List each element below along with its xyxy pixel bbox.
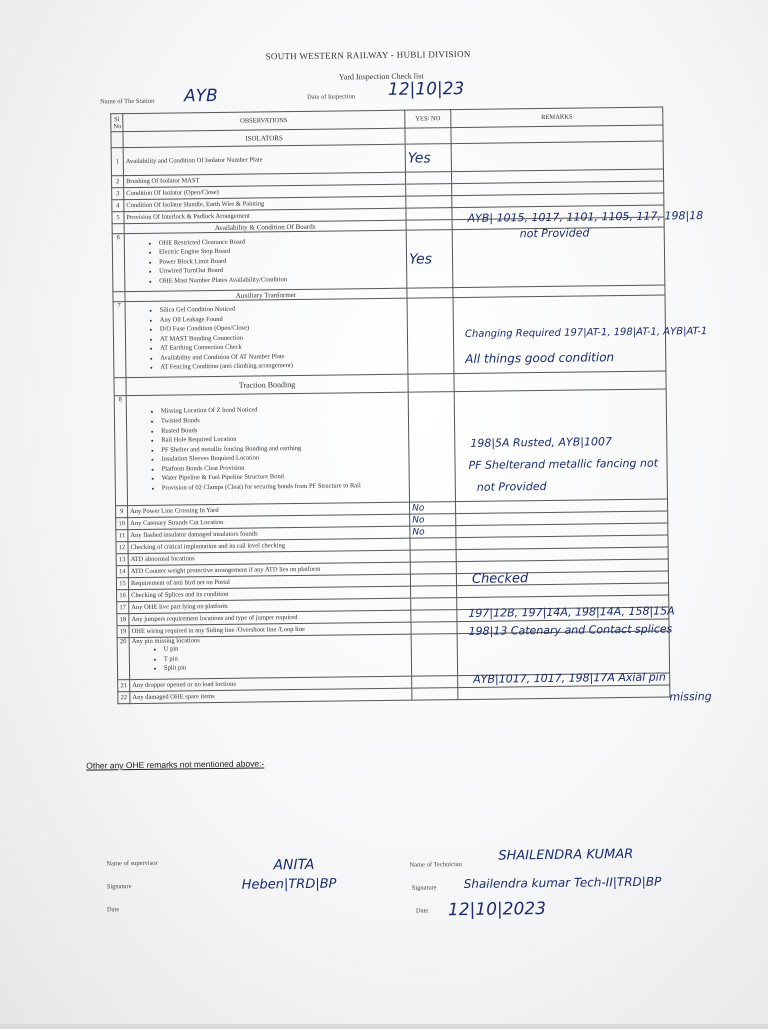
date-label: Date of Inspection [307, 93, 356, 101]
technician-name: SHAILENDRA KUMAR [498, 846, 634, 864]
col-sl: Sl No [111, 114, 123, 132]
answer-yes: Yes [408, 250, 433, 268]
station-label: Name of The Station [100, 97, 155, 106]
technician-name-label: Name of Technician [409, 861, 462, 869]
answer-no: No [412, 502, 425, 514]
table-row: 18 Any jumpers requirement locations and type of jumper required [117, 607, 669, 626]
table-row: 1 Availability and Condition Of Isolator Number Plate Yes [111, 141, 663, 176]
table-row: 8 • Missing Location Of Z bond Noticed • Twisted Bonds • Rusted Bonds • Rail Hole Required Location • PF Shelter and metallic fencing Bonding and earthing • Insulation Sleeves Required Location • Platform Bonds Cleat Provision • Water Pipeline & Fuel Pipeline Structure Bond • Provision of 02 Clamps (Cleat) for securing bonds from PF Structure to Rail [114, 389, 667, 506]
technician-date-label: Date [415, 907, 429, 915]
table-row: 2 Brushing Of Isolator MAST [111, 169, 663, 188]
table-row: 6 • OHE Restricted Clearance Board • Electric Engine Stop Board • Power Block Limit Board • Unwired TurnOut Board • OHE Mast Number Plates Availability/Condition Yes [112, 227, 665, 292]
col-yes-no: YES/ NO [405, 110, 451, 129]
remark-row20-line1: AYB|1017, 1017, 198|17A Axial pin [473, 670, 666, 686]
table-row: 14 ATD Counter weight protective arrangement if any ATD lies on platform [116, 559, 668, 578]
table-row: 11 Any flashed insulator damaged insulators founds No [116, 523, 668, 542]
remark-row5-line1: AYB| 1015, 1017, 1101, 1105, 117, 198|18 [467, 209, 704, 225]
section-boards: Availability & Condition Of Boards [124, 220, 406, 233]
answer-no: No [412, 514, 425, 526]
org-heading: SOUTH WESTERN RAILWAY - HUBLI DIVISION [265, 48, 471, 62]
remark-row15: 197|12B, 197|14A, 198|14A, 158|15A [468, 604, 675, 620]
technician-date: 12|10|2023 [447, 899, 547, 921]
remark-row7-line1: Changing Required 197|AT-1, 198|AT-1, AYB|AT-1 [464, 325, 708, 340]
supervisor-name-label: Name of supervisor [106, 859, 158, 868]
table-row: 15 Requirement of anti bird net on Portal [116, 571, 668, 590]
technician-signature-label: Signature [411, 884, 437, 892]
table-row: 17 Any OHE live part lying on platform [117, 595, 669, 614]
supervisor-date-label: Date [106, 906, 120, 914]
technician-signature: Shailendra kumar Tech-II|TRD|BP [463, 874, 662, 892]
table-row: 21 Any dropper opened or no load loctions [118, 673, 670, 692]
supervisor-signature-label: Signature [106, 883, 132, 891]
col-remarks: REMARKS [451, 107, 663, 128]
remark-row7-line2: All things good condition [465, 350, 615, 366]
other-remarks-label: Other any OHE remarks not mentioned above:- [86, 758, 265, 771]
answer-no: No [412, 526, 425, 538]
section-isolators: ISOLATORS [123, 128, 405, 147]
table-row: 4 Condition Of Isolator Handle, Earth Wire & Painting [112, 193, 664, 212]
table-row: 5 Provision Of Interlock & Padlock Arrangement [112, 205, 664, 224]
remark-row16: 198|13 Catenary and Contact splices [468, 622, 673, 638]
table-row: 9 Any Power Line Crossing In Yard No [116, 499, 668, 518]
table-row: 22 Any damaged OHE spare items [118, 685, 670, 704]
answer-yes: Yes [407, 149, 431, 167]
table-row: 10 Any Catenary Strands Cut Location No [116, 511, 668, 530]
remark-row8-line2: PF Shelterand metallic fancing not [468, 456, 659, 472]
form-title: Yard Inspection Check list [338, 71, 424, 82]
remark-row8-line3: not Provided [476, 479, 547, 494]
table-row: 13 ATD abnormal locations [116, 547, 668, 566]
remark-row5-line2: not Provided [519, 226, 590, 241]
remark-row20-line2: missing [669, 689, 712, 704]
table-row: 3 Condition Of Isolator (Open/Close) [112, 181, 664, 200]
section-aux-transformer: Auxiliary Tranformer [125, 288, 407, 301]
table-row: 16 Checking of Splices and its condition [117, 583, 669, 602]
table-row: 12 Checking of critical implantation and its rail level checking [116, 535, 668, 554]
table-row: 7 • Silica Gel Condition Noticed • Any Oil Leakage Found • D/O Fuse Condition (Open/Close) • AT MAST Bonding Connection • AT Earthing Connection Check • Availability and Condition Of AT Number Plate • AT Fencing Condition (anti climbing arrangement) [113, 295, 666, 378]
table-row: 19 OHE wiring required in any Siding line /Overshoot line /Loop line [117, 619, 669, 638]
col-observations: OBSERVATIONS [123, 110, 405, 131]
station-value: AYB [183, 85, 218, 107]
remark-row8-line1: 198|5A Rusted, AYB|1007 [470, 435, 612, 450]
supervisor-signature: Heben|TRD|BP [241, 876, 337, 893]
section-traction-bonding: Traction Bonding [126, 374, 408, 395]
remark-row12: Checked [471, 571, 529, 587]
supervisor-name: ANITA [273, 856, 315, 874]
table-row: 20 Any pin missing locations • U pin • T pin • Split pin [117, 631, 669, 680]
inspection-date: 12|10|23 [387, 78, 465, 100]
